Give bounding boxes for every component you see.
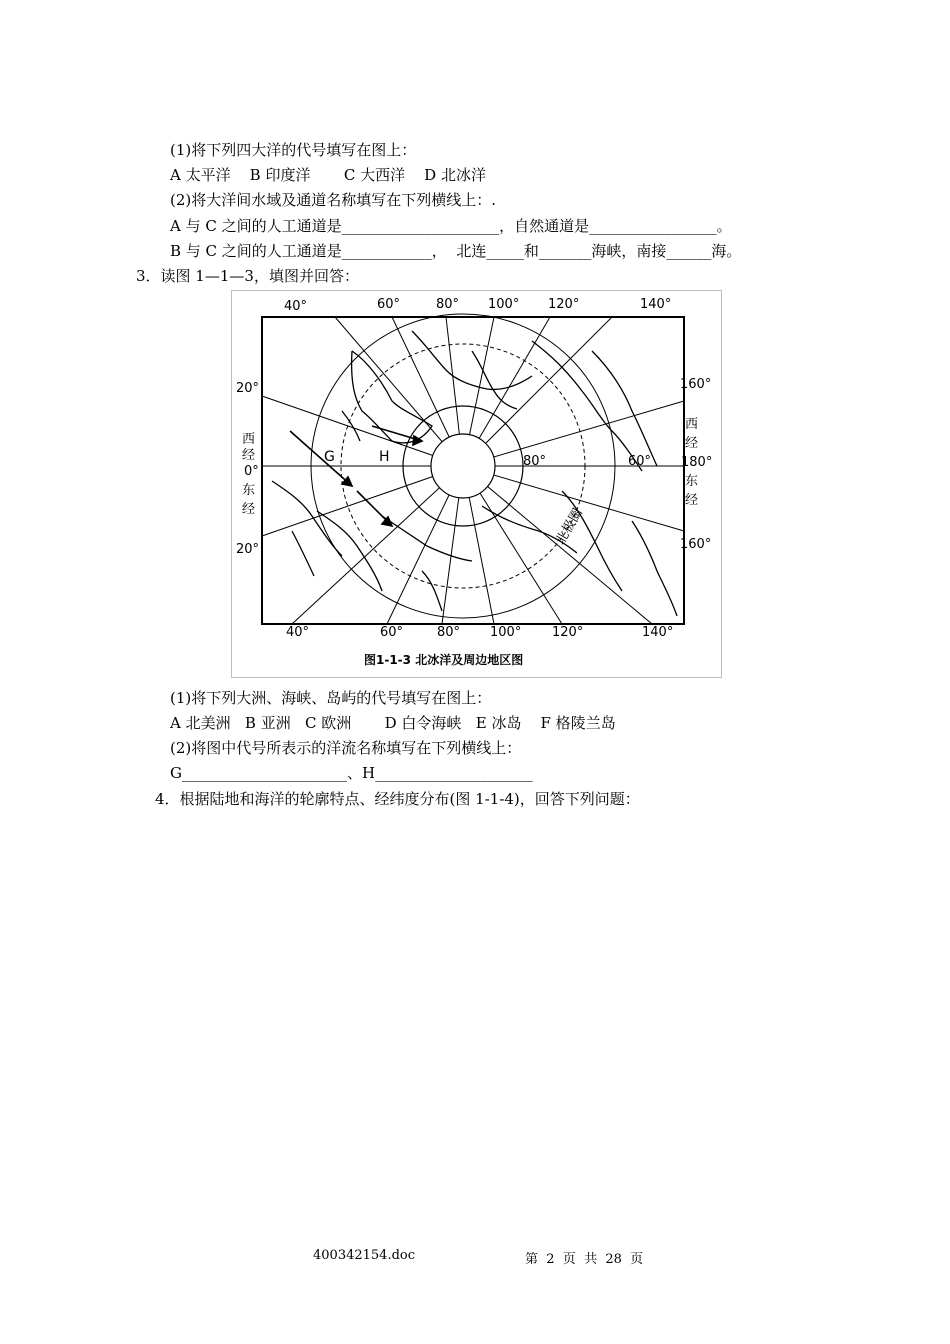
q2-bc-line: B 与 C 之间的人工通道是____________， 北连_____和_______海峡，南接______海。	[170, 242, 742, 260]
lat-60-label: 60°	[628, 454, 652, 469]
arctic-circle-label: 北极圈	[553, 506, 586, 548]
q3-sub2: (2)将图中代号所表示的洋流名称填写在下列横线上：	[170, 739, 522, 757]
left-label-20-top: 20°	[236, 381, 260, 396]
q2-sub1: (1)将下列四大洋的代号填写在图上：	[170, 141, 417, 159]
top-label-80: 80°	[436, 297, 460, 312]
left-label-0: 0°	[244, 464, 259, 479]
west-label-1: 西	[242, 432, 256, 447]
right-east-2: 经	[685, 493, 699, 508]
q3-sub1: (1)将下列大洲、海峡、岛屿的代号填写在图上：	[170, 689, 492, 707]
bottom-label-80: 80°	[437, 625, 461, 640]
lat-80-label: 80°	[523, 454, 547, 469]
current-g-label: G	[324, 449, 335, 465]
right-label-160-bottom: 160°	[680, 537, 712, 552]
q3-title: 3．读图 1—1—3，填图并回答：	[136, 267, 359, 285]
right-east-1: 东	[685, 474, 699, 489]
q2-ac-line: A 与 C 之间的人工通道是_____________________，自然通道是_________________。	[170, 217, 732, 235]
bottom-label-60: 60°	[380, 625, 404, 640]
bottom-label-40: 40°	[286, 625, 310, 640]
footer-filename: 400342154.doc	[313, 1248, 416, 1263]
current-arrows	[290, 426, 422, 526]
bottom-label-120: 120°	[552, 625, 584, 640]
bottom-label-140: 140°	[642, 625, 674, 640]
q4-title: 4．根据陆地和海洋的轮廓特点、经纬度分布(图 1-1-4)，回答下列问题：	[155, 790, 640, 808]
left-label-20-bottom: 20°	[236, 542, 260, 557]
current-h-label: H	[379, 449, 390, 465]
right-west-2: 经	[685, 436, 699, 451]
east-label-2: 经	[242, 502, 256, 517]
top-label-100: 100°	[488, 297, 520, 312]
arctic-map	[232, 291, 721, 677]
top-label-120: 120°	[548, 297, 580, 312]
right-label-160-top: 160°	[680, 377, 712, 392]
footer-page: 第 2 页 共 28 页	[525, 1252, 644, 1267]
right-west-1: 西	[685, 417, 699, 432]
top-label-40: 40°	[284, 299, 308, 314]
figure-caption: 图1-1-3 北冰洋及周边地区图	[364, 653, 524, 667]
q2-oceans: A 太平洋 B 印度洋 C 大西洋 D 北冰洋	[170, 166, 486, 184]
q3-items: A 北美洲 B 亚洲 C 欧洲 D 白令海峡 E 冰岛 F 格陵兰岛	[170, 714, 616, 732]
q2-sub2: (2)将大洋间水域及通道名称填写在下列横线上：.	[170, 191, 497, 209]
east-label-1: 东	[242, 483, 256, 498]
top-label-140: 140°	[640, 297, 672, 312]
pole-circle	[431, 434, 495, 498]
top-label-60: 60°	[377, 297, 401, 312]
right-label-180: 180°	[681, 455, 713, 470]
bottom-label-100: 100°	[490, 625, 522, 640]
q3-gh-line: G______________________、H_____________________	[170, 764, 533, 782]
arctic-map-figure	[231, 290, 722, 678]
west-label-2: 经	[242, 448, 256, 463]
